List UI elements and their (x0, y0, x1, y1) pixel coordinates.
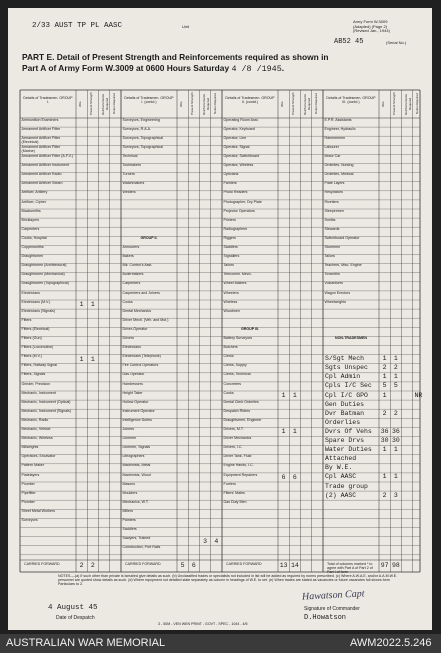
trade-label: Armourers (122, 245, 140, 249)
trade-label: Joiners (122, 427, 135, 431)
trade-label: Dental Mechanics (122, 308, 152, 313)
trade-label: Draughtsmen (21, 254, 44, 259)
trade-label: Photo Readers (223, 190, 248, 195)
trade-label: Draughtsmen (Architectural) (21, 263, 67, 268)
trade-label: Armament Artificer Fitter (21, 126, 61, 131)
trade-label: Draughtsmen (Mechanical) (21, 272, 65, 277)
present-value: 36 (391, 427, 400, 435)
trade-label: Wagon Erectors (324, 290, 351, 295)
printer-line: 3 - 50M - VEN WEN PRINT - GOVT - SPEC - 1044 - 4/5 (158, 622, 248, 626)
signature-label: Signature of Commander (304, 606, 360, 612)
trade-label: Armament Artificer Fitter (Electrical) (21, 135, 61, 144)
present-value: 3 (393, 491, 398, 499)
present-value: 1 (292, 392, 297, 399)
handwritten-entry: S/Sgt Mech (325, 355, 365, 363)
trade-label: Artificer, Cipher (21, 199, 47, 204)
trade-label: Millwrights (21, 445, 39, 450)
trade-label: Carpenters and Joiners (122, 290, 160, 295)
handwritten-entry: Orderlies (325, 418, 361, 426)
total-we: 2 (79, 562, 84, 569)
trade-label: Cooks (122, 299, 133, 304)
trade-label: Moulders (122, 490, 138, 495)
trade-label: Equipment Repairers (223, 472, 258, 477)
serial-label: (Serial No.) (386, 40, 407, 45)
trade-label: Gas Duty Men (223, 499, 247, 504)
despatch-date: 4 August 45 (48, 604, 98, 612)
notes-value: 4 (214, 537, 219, 545)
trade-label: Linemen, Signals (122, 445, 151, 450)
strength-table (20, 90, 423, 574)
commander-signature: Hawatson Capt (301, 588, 365, 603)
trade-label: Carpenters (122, 281, 141, 286)
trade-label: Wheel Makers (223, 281, 247, 286)
trade-label: Welders (122, 190, 136, 195)
trade-label: NON-TRADESMEN (335, 336, 367, 340)
trade-label: Wheelwrights (324, 299, 347, 304)
trade-label: Gas Operator (122, 372, 145, 377)
form-number: Army Form W.3009 (Adapted) (Page 2) (Revised Jan., 1944) (353, 19, 390, 34)
trade-label: Tailors (223, 263, 234, 268)
trade-label: Fitters (Gun) (21, 336, 42, 340)
trade-label: Drivers, M.T. (223, 427, 244, 431)
trade-label: Fitters, Railway Signal (21, 363, 58, 368)
present-value: 1 (393, 373, 398, 381)
present-value: 1 (90, 355, 95, 363)
trade-label: Armament Artificer Fitter (A.F.V.) (21, 154, 73, 158)
trade-label: Armament Artificer Radio (21, 172, 62, 177)
handwritten-entry: Cpl I/C GPO (325, 391, 368, 399)
trade-label: Masons (122, 481, 136, 486)
trade-label: Mechanics, W.T. (122, 499, 149, 504)
handwritten-entry: Dvr Batman (325, 409, 365, 417)
trade-label: Battery Surveyors (223, 336, 253, 340)
trade-label: Stewards (324, 226, 340, 231)
present-value: 1 (393, 355, 398, 363)
trade-label: Mechanic, Wireless (21, 436, 53, 441)
total-present: 6 (191, 562, 196, 569)
trade-label: Plumber (21, 499, 35, 504)
subheader-reinf: Reinforcements Required (403, 93, 412, 115)
trade-label: Clerks, Supply (223, 363, 247, 368)
trade-label: Construction, Port Rails (122, 545, 161, 550)
title-year-digit: 5 (276, 64, 282, 74)
trade-label: Fitters' Mates (223, 490, 245, 495)
present-value: 2 (393, 409, 398, 417)
trade-label: Furriers (223, 481, 236, 486)
trade-label: Blk. Control's Asst. (122, 263, 153, 268)
archive-footer (0, 634, 441, 653)
trade-label: Respirators (324, 190, 343, 195)
trade-label: Wheelers (223, 290, 239, 295)
trade-label: Lithographers (122, 454, 145, 459)
we-value: 1 (79, 355, 84, 363)
trade-label: Artificer, Artillery (21, 190, 48, 195)
title-part: PART E. (22, 52, 55, 62)
trade-label: Fitters, Signals (21, 372, 46, 377)
handwritten-entry: Dvrs Of Vehs (325, 427, 372, 435)
trade-label: Smiths (324, 217, 336, 222)
trade-label: Engineer, Hydraulic (324, 126, 356, 131)
present-value: 5 (393, 382, 398, 390)
trade-label: Driver-Operator (122, 326, 148, 331)
trade-label: Driver Mechanics (223, 436, 252, 441)
subheader-reinf: Reinforcements Required (201, 93, 210, 115)
present-value: 1 (393, 473, 398, 481)
present-value: 1 (90, 301, 95, 308)
we-value: 30 (380, 437, 389, 444)
handwritten-entry: By W.E. (325, 464, 353, 472)
trade-label: Toolmakers (122, 163, 141, 168)
trade-label: Coppersmiths (21, 245, 44, 249)
trade-label: Driver Mech. (Veh. and Mot.) (122, 317, 169, 322)
trade-label: Printers (223, 217, 236, 222)
commander-name: D.Howatson (304, 614, 347, 622)
subheader-we: W.E. (179, 100, 183, 108)
archive-name: AUSTRALIAN WAR MEMORIAL (6, 637, 166, 649)
trade-label: Bakers (122, 254, 134, 259)
trade-label: Wireless (223, 299, 238, 304)
archive-reference: AWM2022.5.246 (350, 637, 432, 649)
subheader-notes: Notes Required (111, 93, 116, 115)
subheader-we: W.E. (381, 100, 385, 108)
trade-label: Sawyers, Trained (122, 536, 151, 541)
trade-label: Pattern Maker (21, 463, 45, 468)
trade-label: Drivers (122, 336, 134, 340)
handwritten-entry: Spare Drvs (325, 437, 365, 444)
trade-label: Surveyors, R.A.A. (122, 126, 152, 131)
trade-label: Orderlies, Medical (324, 172, 354, 177)
subheader-notes: Notes Required (414, 93, 419, 115)
trade-label: GROUP II. (140, 235, 158, 240)
subheader-present: Present Strength (89, 92, 94, 116)
trade-label: Boilermakers (122, 272, 144, 277)
subheader-present: Present Strength (190, 92, 195, 116)
trade-label: Mechanic, Vehicle (21, 427, 51, 431)
trade-label: Riggers (223, 235, 236, 240)
handwritten-entry: Trade group (325, 482, 368, 490)
trade-label: Driver Tank, Fluid (223, 454, 252, 459)
trade-label: Surveyors, Topographical (122, 135, 163, 140)
trade-label: Hairdressers (122, 381, 143, 386)
form-title: PART E. Detail of Present Strength and Reinforcements required as shown in Part A of Army Form W.3009 at 0600 Hours Saturday 4 /8 /1945. (22, 52, 329, 74)
handwritten-entry: Cpl AASC (325, 473, 357, 481)
we-value: 6 (281, 473, 286, 481)
column-header-group3-cont: Details of Tradesmen. GROUP III. (contd.) (326, 96, 376, 104)
trade-label: Electricians (21, 290, 40, 295)
handwritten-entry: Attached (325, 455, 357, 463)
serial-number: AB52 45 (334, 38, 364, 46)
trade-label: Fitters (Electrical) (21, 326, 50, 331)
trade-label: Surveyors, Topographical (122, 144, 163, 149)
trade-label: Watchmakers (122, 181, 145, 186)
trade-label: Mechanic, Instrument (Signals) (21, 408, 72, 413)
trade-label: Woodmen (223, 308, 240, 313)
trade-label: Plumber (21, 481, 35, 486)
trade-label: Labourer (324, 144, 339, 149)
trade-label: Armament Artificer Steam (21, 181, 63, 186)
trade-label: Clerks, Technical (223, 372, 251, 377)
we-value: 1 (382, 446, 387, 454)
trade-label: Plate Layers (324, 181, 345, 186)
we-value: 36 (380, 427, 389, 435)
unit-name: 2/33 AUST TP PL AASC (32, 22, 123, 30)
trade-label: Operators, Excavator (21, 454, 56, 459)
trade-label: Dental Clerk Orderlies (223, 399, 259, 404)
trade-label: Grinder, Precision (21, 381, 51, 386)
total-present: 98 (391, 562, 400, 569)
trade-label: Rivetters (324, 199, 339, 204)
trade-label: Fitters (Locomotive) (21, 345, 54, 350)
trade-label: Fire Control Operators (122, 363, 159, 368)
trade-label: Linemen (122, 436, 137, 441)
subheader-reinf: Reinforcements Required (302, 93, 311, 115)
trade-label: Projector Operators (223, 208, 255, 213)
trade-label: Butchers (223, 345, 238, 350)
trade-label: Hammermen (324, 135, 346, 140)
trade-label: Mechanic, Instrument (21, 390, 56, 395)
total-we: 13 (279, 562, 288, 569)
we-value: 1 (79, 301, 84, 308)
despatch-date-label: Date of Despatch (56, 615, 95, 621)
total-we: 97 (380, 562, 389, 569)
trade-label: Pipefitter (21, 490, 36, 495)
trade-label: Fitters (M.V.) (21, 354, 42, 359)
subheader-we: W.E. (280, 100, 284, 108)
we-value: 1 (382, 373, 387, 381)
trade-label: Draughtsmen, Engineer (223, 417, 262, 422)
carried-forward-label: Total of columns marked * to agree with Part A of Part 2 of Part I of form (327, 562, 373, 574)
trade-label: Motor Car (324, 154, 341, 158)
trade-label: Operator, Signal (223, 144, 250, 149)
present-value: 2 (393, 364, 398, 372)
trade-label: Instrument Operator (122, 408, 155, 413)
form-notes: NOTES.—(a) If such other than private is Ismailed give details as such. (b) Unclassified trades or specialists not included in list will be added as required by norms prescribed. (c) Where A.W.A.E. and/or A.A.M.W.E. personnel are quoted show details as such. (d) Where equipment not detailed state separately as column in headings of W.E. to set. (e) When trades are stated as vacancies or future vacancies full shows form Particulars to 2. (58, 574, 398, 587)
present-value: 1 (292, 428, 297, 436)
column-header-group2-cont: Details of Tradesmen. GROUP II. (contd.) (225, 96, 275, 104)
trade-label: Surveyors (21, 518, 38, 522)
total-we: 5 (180, 562, 185, 569)
handwritten-entry: (2) AASC (325, 491, 357, 499)
subheader-notes: Notes Required (212, 93, 217, 115)
carried-forward-label: CARRIED FORWARD (24, 562, 60, 566)
handwritten-entry: Sgts Unspec (325, 364, 368, 372)
trade-label: Turners (122, 172, 135, 177)
trade-label: Operator, Wireless (223, 163, 254, 168)
subheader-reinf: Reinforcements Required (100, 93, 109, 115)
total-present: 2 (90, 562, 95, 569)
we-value: 1 (382, 355, 387, 363)
trade-label: Technical (122, 154, 138, 158)
trade-label: Bricklayers (21, 217, 40, 222)
trade-label: Electricians (Signals) (21, 308, 56, 313)
trade-label: E.P.R. Assistants (324, 117, 352, 122)
trade-label: Carpenters (21, 226, 40, 231)
trade-label: Fitters (21, 317, 32, 322)
trade-label: Hollow Operator (122, 399, 149, 404)
trade-label: Opticians (223, 172, 239, 177)
subheader-present: Present Strength (291, 92, 296, 116)
trade-label: Storemen (324, 245, 341, 249)
trade-label: Telecomm. Mech. (223, 272, 252, 277)
reinforcement-value: 3 (203, 537, 208, 545)
we-value: 1 (382, 391, 387, 399)
present-value: 1 (393, 446, 398, 454)
trade-label: Engine Hands, I.C. (223, 463, 254, 468)
we-value: 2 (382, 364, 387, 372)
trade-label: Mechanic, Radio (21, 417, 49, 422)
trade-label: Painters (122, 518, 136, 522)
trade-label: Orderlies, Nursing (324, 163, 354, 168)
trade-label: Cooks (223, 390, 234, 395)
trade-label: Intelligence Duties (122, 417, 152, 422)
we-value: 2 (382, 409, 387, 417)
trade-label: GROUP III. (240, 326, 260, 331)
subheader-notes: Notes Required (313, 93, 318, 115)
total-present: 14 (290, 562, 299, 569)
notes-value: NR (414, 391, 423, 399)
trade-label: Operator, Line (223, 135, 247, 140)
trade-label: Painters (223, 181, 237, 186)
trade-label: Operating Room Asst. (223, 117, 259, 122)
trade-label: Photographer, Dry Plate (223, 199, 262, 204)
handwritten-entry: Gen Duties (325, 400, 365, 408)
trade-label: Saddlers (223, 245, 238, 249)
trade-label: Clerks (223, 354, 234, 359)
title-line1: Detail of Present Strength and Reinforcements required as shown in (56, 52, 329, 62)
trade-label: Blacksmiths (21, 208, 41, 213)
carried-forward-label: CARRIED FORWARD (226, 562, 262, 566)
trade-label: Electricians (M.V.) (21, 299, 51, 304)
carried-forward-label: CARRIED FORWARD (125, 562, 161, 566)
trade-label: Vulcanisers (324, 281, 343, 286)
we-value: 1 (281, 428, 286, 436)
trade-label: Sleepermen (324, 208, 344, 213)
trade-label: Despatch Riders (223, 408, 251, 413)
trade-label: Tailors (324, 254, 335, 259)
trade-label: Draughtsmen (Topographical) (21, 281, 69, 286)
column-header-group1: Details of Tradesmen. GROUP I. (23, 96, 73, 104)
trade-label: Operator, Keyboard (223, 126, 255, 131)
trade-label: Millers (122, 508, 133, 513)
trade-label: Teachers, Misc. Engine (324, 263, 362, 268)
column-header-group1-cont: Details of Tradesmen. GROUP I. (contd.) (124, 96, 174, 104)
army-form-page (8, 8, 432, 630)
trade-label: Cooks, Hospital (21, 235, 47, 240)
we-value: 2 (382, 491, 387, 499)
trade-label: Armament Artificer Fitter (Marine) (21, 144, 61, 153)
trade-label: Electricians (Telephone) (122, 354, 161, 359)
trade-label: Machinists, Metal (122, 463, 151, 468)
trade-label: Operator, Switchboard (223, 154, 260, 158)
subheader-we: W.E. (78, 100, 82, 108)
trade-label: Height Taker (122, 390, 143, 395)
we-value: 1 (281, 392, 286, 399)
handwritten-entry: Cpl Admin (325, 373, 361, 381)
trade-label: Drivers, I.C. (223, 445, 243, 450)
trade-label: Switchboard Operator (324, 235, 360, 240)
trade-label: Electricians (122, 345, 141, 350)
we-value: 1 (382, 473, 387, 481)
trade-label: Mechanic, Instrument (Optical) (21, 399, 71, 404)
title-line2: Part A of Army Form W.3009 at 0600 Hours Saturday (22, 63, 230, 73)
title-date: 4 /8 /194 (231, 64, 277, 74)
trade-label: Saddlers (122, 527, 137, 532)
trade-label: Sheet Metal Workers (21, 508, 55, 513)
handwritten-entry: Water Duties (325, 446, 372, 454)
trade-label: Surveyors, Engineering (122, 117, 160, 122)
trade-label: Concreters (223, 381, 242, 386)
trade-label: Tinsmiths (324, 272, 340, 277)
subheader-present: Present Strength (392, 92, 397, 116)
trade-label: Radiographers (223, 226, 248, 231)
trade-label: Platelayers (21, 472, 40, 477)
present-value: 30 (391, 437, 400, 444)
trade-label: Machinists, Wood (122, 472, 151, 477)
present-value: 6 (292, 473, 297, 481)
we-value: 5 (382, 382, 387, 390)
trade-label: Armament Artificer Instrument (21, 163, 70, 168)
unit-label: Unit (182, 24, 190, 29)
trade-label: Signallers (223, 254, 240, 259)
handwritten-entry: Cpls I/C Sec (325, 382, 372, 390)
trade-label: Ammunition Examiners (21, 117, 59, 122)
